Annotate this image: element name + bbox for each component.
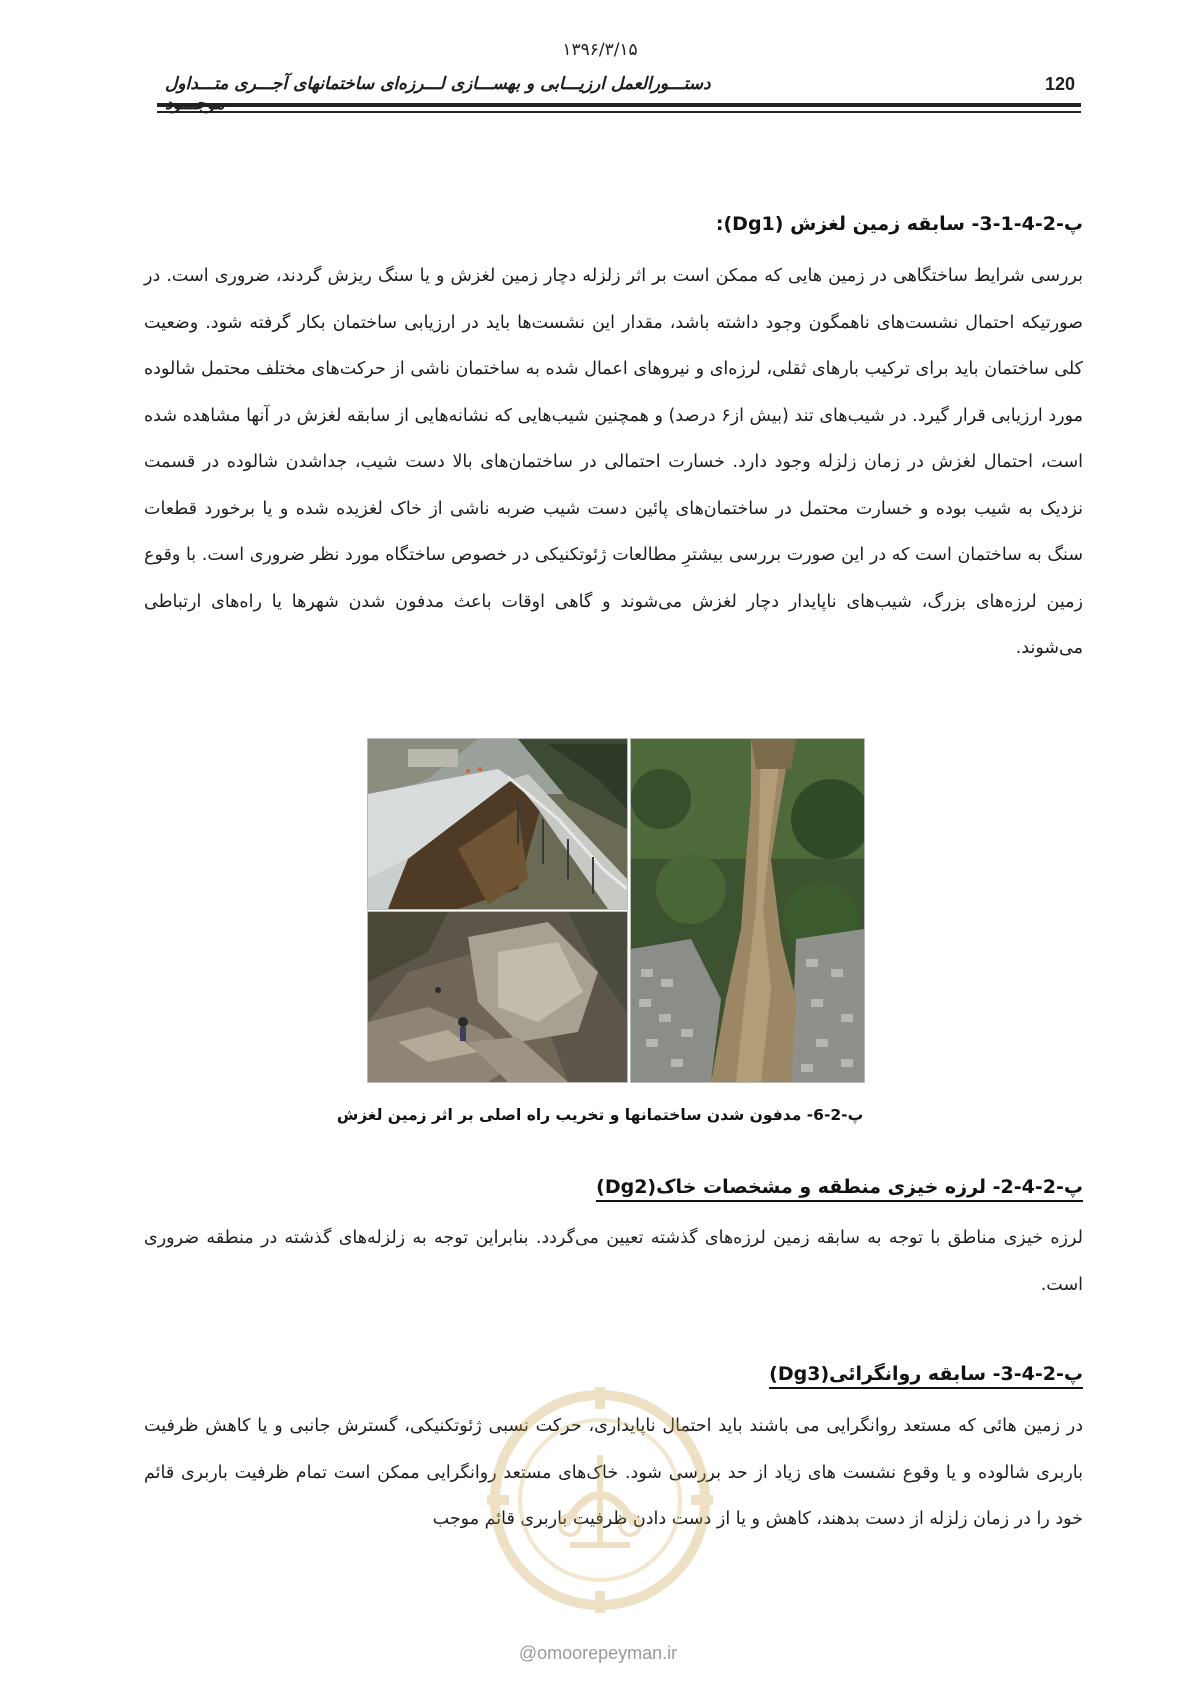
collapsed-road-photo <box>367 738 628 910</box>
running-header-title: دستـــورالعمل ارزیـــابی و بهســـازی لـــرزه‌ای ساختمانهای آجـــری متـــداول <box>165 74 711 94</box>
paragraph-landslide-history: بررسی شرایط ساختگاهی در زمین هایی که ممکن است بر اثر زلزله دچار زمین لغزش و یا سنگ ریزش گردند، ضروری است. در صورتیکه احتمال نشست‌های ناهمگون وجود داشته باشد، مقدار این نشست‌ها باید در ارزیابی ساختمان بکار گرفته شود. وضعیت کلی ساختمان باید برای ترکیب بارهای ثقلی، لرزه‌ای و نیروهای اعمال شده به ساختمان ناشی از حرکت‌های مختلف محتمل شالوده مورد ارزیابی قرار گیرد. در شیب‌های تند (بیش از۶ درصد) و همچنین شیب‌هایی که نشانه‌هایی از سابقه لغزش در آنها مشاهده شده است، احتمال لغزش در زمان زلزله وجود دارد. خسارت احتمالی در ساختمان‌های بالا دست شیب، جداشدن شالوده در قسمت نزدیک به شیب بوده و خسارت محتمل در ساختمان‌های پائین دست شیب ضربه ناشی از خاک لغزیده شده و یا برخورد قطعات سنگ به ساختمان است که در این صورت بررسی بیشترِ مطالعات ژئوتکنیکی در خصوص ساختگاه مورد نظر ضروری است. با وقوع زمین لرزه‌های بزرگ، شیب‌های ناپایدار دچار لغزش می‌شوند و گاهی اوقات باعث مدفون شدن شهرها یا راه‌های ارتباطی می‌شوند. <box>144 266 1083 658</box>
page-number: 120 <box>1045 74 1076 94</box>
paragraph-liquefaction: در زمین هائی که مستعد روانگرایی می باشند باید احتمال ناپایداری، حرکت نسبی ژئوتکنیکی، گسترش جانبی و یا کاهش ظرفیت باربری شالوده و یا وقوع نشست های زیاد از حد بررسی شود. خاک‌های مستعد روانگرایی ممکن است تمام ظرفیت باربری قائم خود را در زمان زلزله از دست بدهند، کاهش و یا از دست دادن ظرفیت باربری قائم موجب <box>144 1416 1083 1529</box>
site-watermark-text: @omoorepeyman.ir <box>518 1643 678 1663</box>
figure-caption: پ-2-6- مدفون شدن ساختمانها و تخریب راه اصلی بر اثر زمین لغزش <box>336 1106 864 1124</box>
figure-landslide-photos <box>367 738 865 1081</box>
paragraph-seismicity: لرزه خیزی مناطق با توجه به سابقه زمین لرزه‌های گذشته تعیین می‌گردد. بنابراین توجه به زلزله‌های گذشته در منطقه ضروری است. <box>144 1228 1083 1295</box>
header-rule-thin <box>157 111 1081 113</box>
document-date: ۱۳۹۶/۳/۱۵ <box>562 40 638 60</box>
watermark-seal-icon <box>485 1375 715 1635</box>
header-rule-thick <box>157 103 1081 107</box>
landslide-town-aerial-photo <box>630 738 865 1083</box>
section-heading-landslide-history: پ-2-4-1-3- سابقه زمین لغزش (Dg1): <box>715 213 1083 235</box>
rockfall-road-photo <box>367 911 628 1083</box>
section-heading-seismicity: پ-2-4-2- لرزه خیزی منطقه و مشخصات خاک(Dg2) <box>596 1176 1083 1202</box>
section-heading-liquefaction: پ-2-4-3- سابقه روانگرائی(Dg3) <box>769 1363 1083 1389</box>
